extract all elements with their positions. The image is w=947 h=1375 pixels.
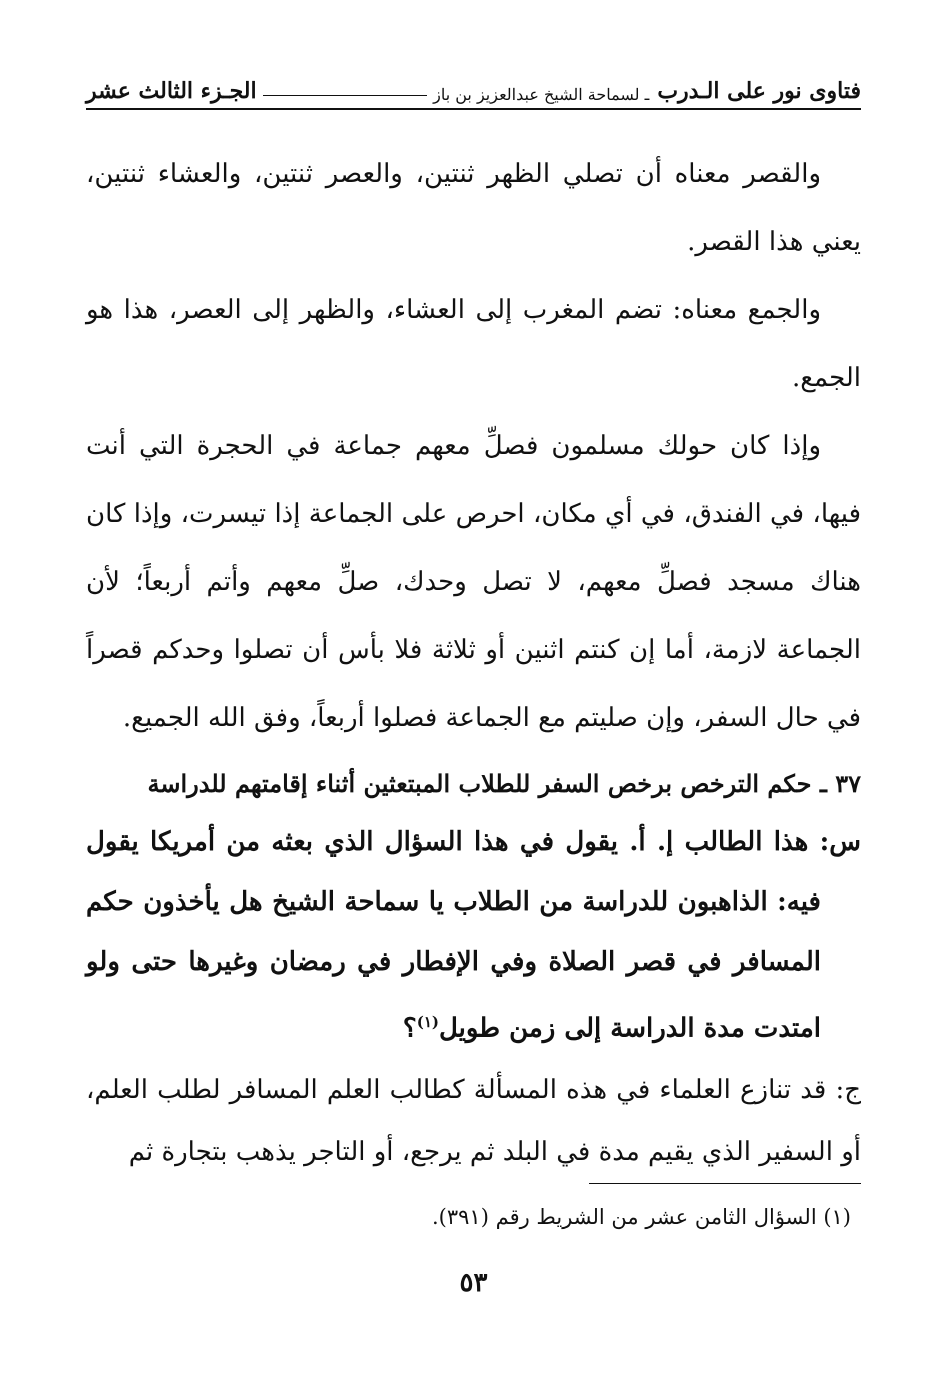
- volume-label: الجـزء الثالث عشر: [86, 78, 257, 104]
- section-heading: ٣٧ ـ حكم الترخص برخص السفر للطلاب المبتعثين أثناء إقامتهم للدراسة: [147, 769, 861, 798]
- page-body: [86, 140, 861, 1183]
- header-divider: [263, 95, 427, 96]
- book-author: ـ لسماحة الشيخ عبدالعزيز بن باز: [433, 85, 650, 104]
- footnote: (١) السؤال الثامن عشر من الشريط رقم (٣٩١).: [432, 1205, 851, 1229]
- footnote-divider: [589, 1183, 861, 1184]
- book-title: فتاوى نور على الـدرب: [657, 78, 861, 104]
- question-mark: ؟: [402, 1013, 417, 1044]
- question-text: [86, 812, 861, 1059]
- question-body: س: هذا الطالب إ. أ. يقول في هذا السؤال الذي بعثه من أمريكا يقول فيه: الذاهبون للدراسة من الطلاب يا سماحة الشيخ هل يأخذون حكم المسافر في قصر الصلاة وفي الإفطار في رمضان وغيرها حتى ولو امتدت مدة الدراسة إلى زمن طويل: [86, 827, 861, 1044]
- paragraph-jam: والجمع معناه: تضم المغرب إلى العشاء، والظهر إلى العصر، هذا هو الجمع.: [86, 295, 861, 393]
- answer-text: ج: قد تنازع العلماء في هذه المسألة كطالب العلم المسافر لطلب العلم، أو السفير الذي يقيم مدة في البلد ثم يرجع، أو التاجر يذهب بتجارة ثم: [86, 1074, 861, 1167]
- paragraph-qasr: والقصر معناه أن تصلي الظهر ثنتين، والعصر ثنتين، والعشاء ثنتين، يعني هذا القصر.: [86, 159, 861, 257]
- running-header: [86, 68, 861, 110]
- paragraph-jamaah: وإذا كان حولك مسلمون فصلِّ معهم جماعة في الحجرة التي أنت فيها، في الفندق، في أي مكان، احرص على الجماعة إذا تيسرت، وإذا كان هناك مسجد فصلِّ معهم، لا تصل وحدك، صلِّ معهم وأتم أربعاً؛ لأن الجماعة لازمة، أما إن كنتم اثنين أو ثلاثة فلا بأس أن تصلوا وحدكم قصراً في حال السفر، وإن صليتم مع الجماعة فصلوا أربعاً، وفق الله الجميع.: [86, 431, 861, 733]
- page-number: ٥٣: [459, 1268, 488, 1298]
- footnote-reference: (١): [416, 1013, 439, 1031]
